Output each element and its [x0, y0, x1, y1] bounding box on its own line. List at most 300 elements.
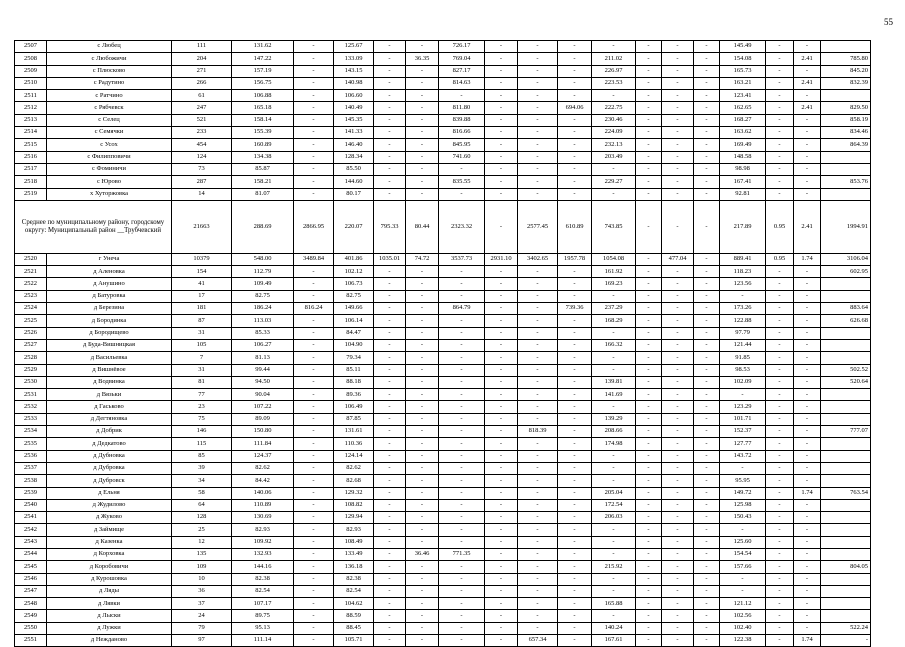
value-cell: -	[636, 512, 662, 524]
value-cell: -	[558, 339, 592, 351]
value-cell: -	[439, 163, 485, 175]
settlement-name-cell: д Дубровск	[47, 475, 172, 487]
table-row	[15, 622, 871, 634]
value-cell: 81	[172, 376, 232, 388]
value-cell: -	[518, 114, 558, 126]
value-cell: -	[662, 561, 694, 573]
value-cell: -	[636, 426, 662, 438]
value-cell: 125.98	[720, 499, 766, 511]
value-cell: -	[374, 53, 406, 65]
settlement-name-cell: с Рябчевск	[47, 102, 172, 114]
value-cell: 2.41	[794, 53, 821, 65]
value-cell: 140.06	[232, 487, 294, 499]
value-cell: -	[294, 53, 334, 65]
value-cell: -	[558, 524, 592, 536]
value-cell: -	[766, 303, 794, 315]
value-cell: -	[636, 413, 662, 425]
settlement-name-cell: д Курошовка	[47, 573, 172, 585]
value-cell: 144.16	[232, 561, 294, 573]
value-cell: -	[294, 376, 334, 388]
value-cell: -	[439, 426, 485, 438]
value-cell: -	[294, 102, 334, 114]
value-cell: -	[518, 450, 558, 462]
row-number-cell: 2538	[15, 475, 47, 487]
value-cell: -	[518, 41, 558, 53]
value-cell: -	[662, 290, 694, 302]
value-cell: -	[766, 389, 794, 401]
table-row	[15, 176, 871, 188]
table-row	[15, 561, 871, 573]
value-cell: 502.52	[821, 364, 871, 376]
value-cell: -	[794, 573, 821, 585]
value-cell: -	[518, 65, 558, 77]
value-cell: 106.27	[232, 339, 294, 351]
value-cell: 99.44	[232, 364, 294, 376]
value-cell: -	[374, 622, 406, 634]
value-cell: 87	[172, 315, 232, 327]
value-cell: -	[294, 438, 334, 450]
value-cell: -	[794, 151, 821, 163]
value-cell: -	[374, 389, 406, 401]
value-cell: -	[485, 389, 518, 401]
value-cell: 122.88	[720, 315, 766, 327]
value-cell: -	[636, 151, 662, 163]
value-cell: -	[766, 536, 794, 548]
value-cell: 162.65	[720, 102, 766, 114]
value-cell: -	[518, 127, 558, 139]
value-cell: -	[694, 303, 720, 315]
settlement-name-cell: с Юрово	[47, 176, 172, 188]
value-cell: -	[518, 536, 558, 548]
value-cell: -	[636, 253, 662, 265]
table-row	[15, 573, 871, 585]
value-cell: 73	[172, 163, 232, 175]
value-cell	[821, 401, 871, 413]
value-cell: -	[406, 573, 439, 585]
value-cell: 25	[172, 524, 232, 536]
value-cell: -	[406, 266, 439, 278]
value-cell: -	[406, 151, 439, 163]
value-cell: -	[439, 610, 485, 622]
value-cell	[821, 598, 871, 610]
value-cell	[821, 524, 871, 536]
value-cell: 36.46	[406, 548, 439, 560]
value-cell: -	[294, 278, 334, 290]
value-cell: -	[592, 573, 636, 585]
value-cell: 125.60	[720, 536, 766, 548]
summary-name-cell: Среднее по муниципальному району, городскому округу: Муниципальный район __Трубчевский	[15, 200, 172, 253]
row-number-cell: 2523	[15, 290, 47, 302]
summary-cell: 288.69	[232, 200, 294, 253]
value-cell: -	[636, 364, 662, 376]
value-cell: -	[374, 610, 406, 622]
value-cell: -	[518, 303, 558, 315]
value-cell: -	[518, 266, 558, 278]
value-cell: -	[794, 376, 821, 388]
value-cell	[821, 548, 871, 560]
value-cell: -	[636, 376, 662, 388]
value-cell: 113.03	[232, 315, 294, 327]
value-cell: 145.35	[334, 114, 374, 126]
value-cell: -	[662, 487, 694, 499]
value-cell: -	[485, 266, 518, 278]
value-cell: -	[439, 524, 485, 536]
value-cell: -	[518, 376, 558, 388]
value-cell: -	[694, 127, 720, 139]
value-cell: -	[406, 41, 439, 53]
summary-cell: 743.85	[592, 200, 636, 253]
value-cell: -	[592, 290, 636, 302]
value-cell: 102.12	[334, 266, 374, 278]
value-cell: -	[766, 585, 794, 597]
value-cell: 12	[172, 536, 232, 548]
value-cell: -	[374, 438, 406, 450]
value-cell: 454	[172, 139, 232, 151]
value-cell: 131.61	[334, 426, 374, 438]
value-cell: -	[766, 290, 794, 302]
value-cell: 163.21	[720, 77, 766, 89]
value-cell: -	[694, 364, 720, 376]
value-cell: 104.90	[334, 339, 374, 351]
value-cell: -	[694, 561, 720, 573]
value-cell: -	[439, 450, 485, 462]
row-number-cell: 2507	[15, 41, 47, 53]
value-cell: -	[662, 90, 694, 102]
value-cell: 88.18	[334, 376, 374, 388]
row-number-cell: 2521	[15, 266, 47, 278]
value-cell: 237.29	[592, 303, 636, 315]
row-number-cell: 2524	[15, 303, 47, 315]
value-cell: 203.49	[592, 151, 636, 163]
value-cell	[821, 163, 871, 175]
value-cell: -	[406, 364, 439, 376]
value-cell: -	[794, 598, 821, 610]
value-cell: -	[636, 524, 662, 536]
value-cell: -	[794, 450, 821, 462]
value-cell: 109.49	[232, 278, 294, 290]
settlement-name-cell: д Бородищево	[47, 327, 172, 339]
value-cell: -	[636, 176, 662, 188]
value-cell: -	[485, 65, 518, 77]
value-cell: -	[558, 90, 592, 102]
value-cell: -	[694, 622, 720, 634]
value-cell: 602.95	[821, 266, 871, 278]
value-cell: -	[766, 90, 794, 102]
value-cell: -	[636, 339, 662, 351]
table-row	[15, 376, 871, 388]
value-cell: -	[766, 114, 794, 126]
value-cell: 477.04	[662, 253, 694, 265]
value-cell: 144.60	[334, 176, 374, 188]
value-cell: -	[636, 139, 662, 151]
value-cell: -	[485, 127, 518, 139]
value-cell: 61	[172, 90, 232, 102]
value-cell: -	[794, 139, 821, 151]
summary-cell: 21663	[172, 200, 232, 253]
value-cell: 158.21	[232, 176, 294, 188]
value-cell: 146.40	[334, 139, 374, 151]
value-cell: -	[406, 114, 439, 126]
value-cell: 173.26	[720, 303, 766, 315]
value-cell: -	[374, 65, 406, 77]
table-body-bottom	[15, 253, 871, 647]
value-cell: 92.81	[720, 188, 766, 200]
value-cell: -	[592, 585, 636, 597]
value-cell: -	[485, 548, 518, 560]
value-cell: 104.62	[334, 598, 374, 610]
value-cell: -	[636, 53, 662, 65]
table-row	[15, 163, 871, 175]
value-cell: -	[406, 426, 439, 438]
value-cell: 2.41	[794, 102, 821, 114]
value-cell: 82.75	[334, 290, 374, 302]
value-cell: -	[592, 610, 636, 622]
value-cell: -	[485, 598, 518, 610]
value-cell: -	[766, 327, 794, 339]
value-cell: -	[766, 635, 794, 647]
value-cell: -	[558, 610, 592, 622]
summary-cell: 2866.95	[294, 200, 334, 253]
value-cell: 130.69	[232, 512, 294, 524]
value-cell: -	[794, 389, 821, 401]
value-cell: -	[794, 475, 821, 487]
value-cell: -	[558, 635, 592, 647]
value-cell: -	[766, 462, 794, 474]
value-cell: -	[766, 65, 794, 77]
value-cell: 1035.01	[374, 253, 406, 265]
value-cell: -	[766, 438, 794, 450]
value-cell: 82.75	[232, 290, 294, 302]
value-cell: 140.98	[334, 77, 374, 89]
value-cell: 169.23	[592, 278, 636, 290]
value-cell: -	[485, 77, 518, 89]
settlement-name-cell: д Коробовичи	[47, 561, 172, 573]
value-cell: -	[662, 413, 694, 425]
value-cell: -	[485, 176, 518, 188]
value-cell: -	[694, 401, 720, 413]
value-cell: 154.54	[720, 548, 766, 560]
value-cell: -	[662, 598, 694, 610]
value-cell: 168.29	[592, 315, 636, 327]
value-cell: -	[294, 512, 334, 524]
value-cell: -	[518, 176, 558, 188]
value-cell: -	[485, 376, 518, 388]
value-cell: -	[374, 327, 406, 339]
value-cell: 91.85	[720, 352, 766, 364]
settlement-name-cell: д Добрик	[47, 426, 172, 438]
value-cell: -	[636, 598, 662, 610]
settlement-name-cell: д Займище	[47, 524, 172, 536]
value-cell: -	[518, 290, 558, 302]
row-number-cell: 2544	[15, 548, 47, 560]
value-cell: -	[766, 512, 794, 524]
value-cell: 811.80	[439, 102, 485, 114]
row-number-cell: 2537	[15, 462, 47, 474]
value-cell: -	[558, 65, 592, 77]
row-number-cell: 2519	[15, 188, 47, 200]
value-cell: -	[406, 610, 439, 622]
value-cell: -	[518, 352, 558, 364]
value-cell: -	[406, 176, 439, 188]
value-cell: -	[558, 450, 592, 462]
value-cell: -	[374, 278, 406, 290]
value-cell: -	[766, 376, 794, 388]
value-cell: 84.47	[334, 327, 374, 339]
value-cell: -	[662, 585, 694, 597]
value-cell: -	[558, 176, 592, 188]
value-cell: -	[636, 303, 662, 315]
value-cell: -	[558, 561, 592, 573]
value-cell: -	[294, 635, 334, 647]
value-cell: 98.98	[720, 163, 766, 175]
value-cell: -	[558, 114, 592, 126]
value-cell: -	[662, 65, 694, 77]
value-cell: -	[592, 327, 636, 339]
value-cell: -	[694, 536, 720, 548]
settlement-name-cell: с Филипповичи	[47, 151, 172, 163]
value-cell: -	[406, 499, 439, 511]
value-cell: -	[518, 573, 558, 585]
value-cell: -	[294, 188, 334, 200]
value-cell: -	[518, 413, 558, 425]
value-cell: -	[374, 364, 406, 376]
value-cell: -	[636, 610, 662, 622]
value-cell: -	[662, 303, 694, 315]
value-cell: 141.33	[334, 127, 374, 139]
value-cell: -	[518, 77, 558, 89]
value-cell: -	[439, 487, 485, 499]
value-cell: -	[439, 512, 485, 524]
value-cell: -	[636, 487, 662, 499]
value-cell: -	[558, 573, 592, 585]
value-cell: -	[374, 426, 406, 438]
value-cell: -	[294, 462, 334, 474]
value-cell: -	[636, 635, 662, 647]
value-cell: 34	[172, 475, 232, 487]
value-cell: -	[558, 139, 592, 151]
value-cell: -	[694, 487, 720, 499]
value-cell: -	[794, 327, 821, 339]
value-cell: 129.94	[334, 512, 374, 524]
value-cell: -	[662, 499, 694, 511]
value-cell: -	[794, 426, 821, 438]
value-cell: -	[406, 487, 439, 499]
value-cell: 102.09	[720, 376, 766, 388]
value-cell: -	[636, 114, 662, 126]
table-row	[15, 352, 871, 364]
value-cell: -	[794, 188, 821, 200]
value-cell: -	[766, 315, 794, 327]
value-cell: 771.35	[439, 548, 485, 560]
value-cell: 82.62	[334, 462, 374, 474]
value-cell: -	[694, 610, 720, 622]
value-cell: 123.41	[720, 90, 766, 102]
value-cell: -	[558, 401, 592, 413]
value-cell: 82.38	[334, 573, 374, 585]
value-cell: -	[485, 303, 518, 315]
value-cell: -	[406, 450, 439, 462]
value-cell: -	[439, 585, 485, 597]
value-cell: 106.49	[334, 401, 374, 413]
value-cell: -	[694, 462, 720, 474]
value-cell: 107.17	[232, 598, 294, 610]
value-cell: -	[766, 53, 794, 65]
table-row	[15, 303, 871, 315]
value-cell: 3489.84	[294, 253, 334, 265]
row-number-cell: 2528	[15, 352, 47, 364]
value-cell: 215.92	[592, 561, 636, 573]
value-cell: -	[662, 163, 694, 175]
value-cell: 157.19	[232, 65, 294, 77]
value-cell: -	[766, 475, 794, 487]
value-cell: 23	[172, 401, 232, 413]
value-cell: -	[694, 77, 720, 89]
value-cell: -	[592, 90, 636, 102]
value-cell: -	[766, 352, 794, 364]
value-cell: -	[374, 536, 406, 548]
value-cell: 85.50	[334, 163, 374, 175]
value-cell: 401.86	[334, 253, 374, 265]
value-cell: 3537.73	[439, 253, 485, 265]
value-cell: 169.49	[720, 139, 766, 151]
table-row	[15, 487, 871, 499]
value-cell: -	[558, 163, 592, 175]
value-cell: -	[439, 622, 485, 634]
row-number-cell: 2529	[15, 364, 47, 376]
value-cell: -	[694, 413, 720, 425]
value-cell: 7	[172, 352, 232, 364]
value-cell: 271	[172, 65, 232, 77]
value-cell: -	[694, 426, 720, 438]
value-cell: 154	[172, 266, 232, 278]
value-cell	[821, 512, 871, 524]
value-cell: -	[518, 327, 558, 339]
settlement-name-cell: д Жуково	[47, 512, 172, 524]
value-cell: -	[794, 512, 821, 524]
value-cell: -	[518, 401, 558, 413]
value-cell: -	[485, 401, 518, 413]
value-cell: -	[485, 163, 518, 175]
value-cell: 109	[172, 561, 232, 573]
value-cell: 140.49	[334, 102, 374, 114]
value-cell	[821, 41, 871, 53]
value-cell: -	[294, 290, 334, 302]
value-cell: 87.85	[334, 413, 374, 425]
value-cell: 208.66	[592, 426, 636, 438]
value-cell: 181	[172, 303, 232, 315]
settlement-name-cell: д Водвинка	[47, 376, 172, 388]
value-cell: -	[766, 127, 794, 139]
row-number-cell: 2539	[15, 487, 47, 499]
value-cell: 1957.78	[558, 253, 592, 265]
value-cell: -	[374, 139, 406, 151]
value-cell: -	[374, 114, 406, 126]
value-cell: -	[662, 401, 694, 413]
settlement-name-cell: д Буда-Вишницкая	[47, 339, 172, 351]
value-cell: -	[694, 41, 720, 53]
value-cell: -	[518, 389, 558, 401]
value-cell: -	[694, 102, 720, 114]
value-cell: -	[662, 475, 694, 487]
value-cell: 829.50	[821, 102, 871, 114]
value-cell: -	[694, 548, 720, 560]
value-cell: -	[694, 114, 720, 126]
settlement-name-cell: д Аленовка	[47, 266, 172, 278]
value-cell: -	[794, 438, 821, 450]
value-cell: -	[439, 290, 485, 302]
value-cell: -	[485, 499, 518, 511]
value-cell: -	[662, 77, 694, 89]
